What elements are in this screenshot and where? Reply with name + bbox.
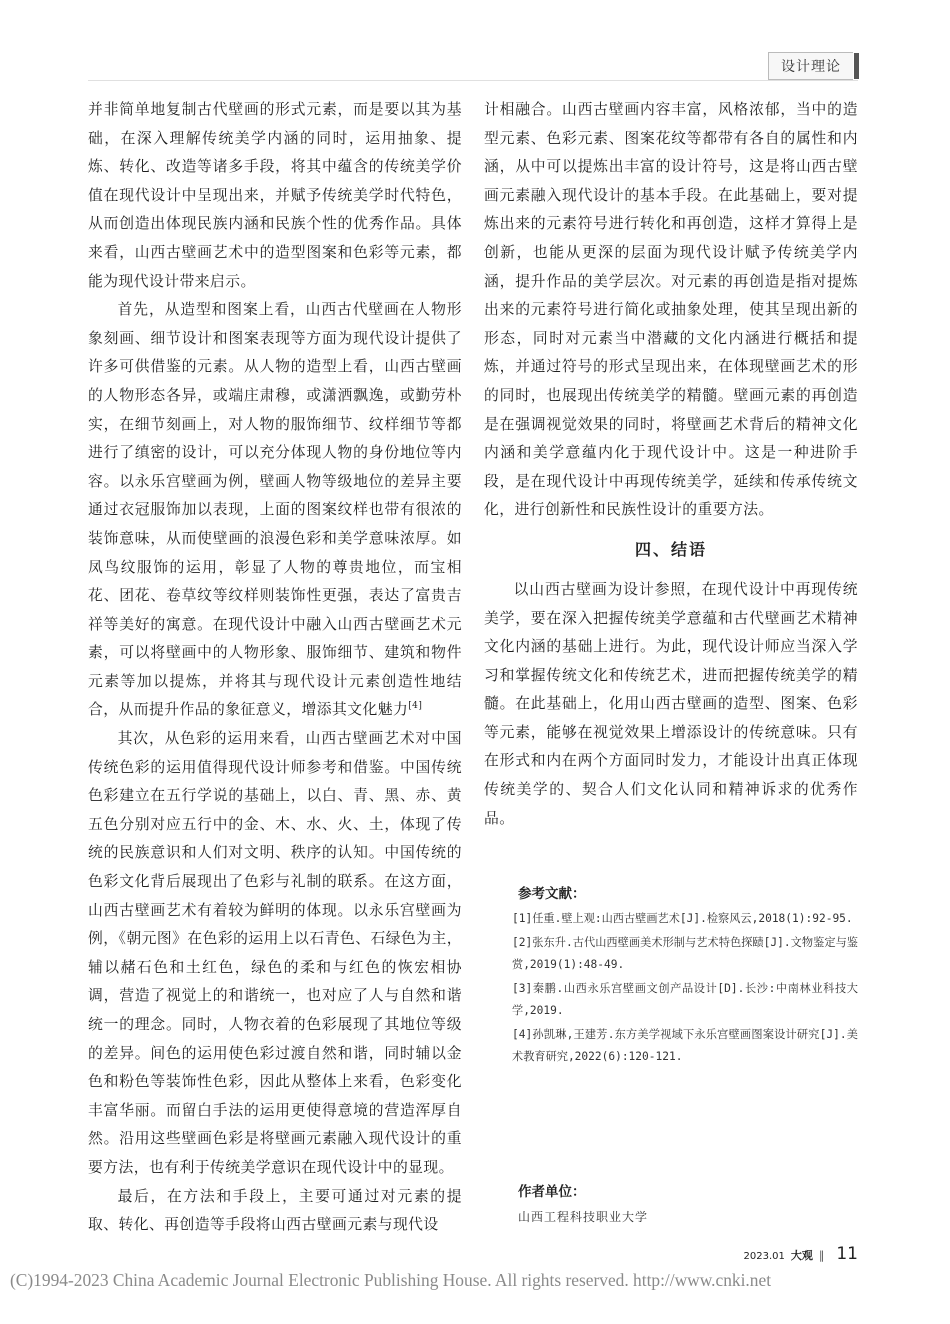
left-paragraph-2 [88,296,462,725]
citation-ref: [4] [408,701,423,712]
reference-item: [4]孙凯琳,王建芳.东方美学视域下永乐宫壁画图案设计研究[J].美术教育研究,2022(6):120-121. [512,1028,858,1063]
section-heading: 四、结语 [634,539,707,559]
reference-item: [3]秦鹏.山西永乐宫壁画文创产品设计[D].长沙:中南林业科技大学,2019. [512,982,858,1017]
issue-label: 2023.01 [743,1251,785,1262]
right-paragraph-1: 计相融合。山西古壁画内容丰富，风格浓郁，当中的造型元素、色彩元素、图案花纹等都带有各自的属性和内涵，从中可以提炼出丰富的设计符号，这是将山西古壁画元素融入现代设计的基本手段。在此基础上，要对提炼出来的元素符号进行转化和再创造，这样才算得上是创新，也能从更深的层面为现代设计赋予传统美学内涵，提升作品的美学层次。对元素的再创造是指对提炼出来的元素符号进行简化或抽象处理，使其呈现出新的形态，同时对元素当中潜藏的文化内涵进行概括和提炼，并通过符号的形式呈现出来，在体现壁画艺术的形的同时，也展现出传统美学的精髓。壁画元素的再创造是在强调视觉效果的同时，将壁画艺术背后的精神文化内涵和美学意蕴内化于现代设计中。这是一种进阶手段，是在现代设计中再现传统美学，延续和传承传统文化，进行创新性和民族性设计的重要方法。 [484,101,858,519]
section-tab-bar [854,53,859,79]
magazine-name: 大观 [790,1249,813,1262]
left-paragraph-3: 其次，从色彩的运用来看，山西古壁画艺术对中国传统色彩的运用值得现代设计师参考和借鉴。中国传统色彩建立在五行学说的基础上，以白、青、黑、赤、黄五色分别对应五行中的金、木、水、火、土，体现了传统的民族意识和人们对文明、秩序的认知。中国传统的色彩文化背后展现出了色彩与礼制的联系。在这方面，山西古壁画艺术有着较为鲜明的体现。以永乐宫壁画为例，《朝元图》在色彩的运用上以石青色、石绿色为主，辅以赭石色和土红色，绿色的柔和与红色的恢宏相协调，营造了视觉上的和谐统一，也对应了人与自然和谐统一的理念。同时，人物衣着的色彩展现了其地位等级的差异。间色的运用使色彩过渡自然和谐，同时辅以金色和粉色等装饰性色彩，因此从整体上来看，色彩变化丰富华丽。而留白手法的运用更使得意境的营造浑厚自然。沿用这些壁画色彩是将壁画元素融入现代设计的重要方法，也有利于传统美学意识在现代设计中的显现。 [88,730,462,1176]
author-title: 作者单位： [518,1184,586,1200]
author-affiliation [484,1180,858,1225]
reference-item: [1]任重.壁上观:山西古壁画艺术[J].检察风云,2018(1):92-95. [512,912,853,925]
author-unit: 山西工程科技职业大学 [518,1210,649,1224]
section-label: 设计理论 [781,59,841,75]
left-column [88,96,462,1240]
reference-item: [2]张东升.古代山西壁画美术形制与艺术特色探赜[J].文物鉴定与鉴赏,2019(1):48-49. [512,936,858,971]
copyright-line: (C)1994-2023 China Academic Journal Electronic Publishing House. All rights reserved. http://www.cnki.net [10,1270,772,1290]
right-column [484,96,858,833]
page-number: 11 [836,1244,858,1264]
left-paragraph-1: 并非简单地复制古代壁画的形式元素，而是要以其为基础，在深入理解传统美学内涵的同时，运用抽象、提炼、转化、改造等诸多手段，将其中蕴含的传统美学价值在现代设计中呈现出来，并赋予传统美学时代特色，从而创造出体现民族内涵和民族个性的优秀作品。具体来看，山西古壁画艺术中的造型图案和色彩等元素，都能为现代设计带来启示。 [88,101,462,290]
references [484,882,858,1070]
page-footer [744,1244,859,1264]
header-rule [88,80,858,81]
references-title: 参考文献： [518,886,586,902]
footer-separator: ‖ [818,1249,825,1262]
left-paragraph-2-text: 首先，从造型和图案上看，山西古代壁画在人物形象刻画、细节设计和图案表现等方面为现代设计提供了许多可供借鉴的元素。从人物的造型上看，山西古壁画的人物形态各异，或端庄肃穆，或潇洒飘逸，或勤劳朴实，在细节刻画上，对人物的服饰细节、纹样细节等都进行了缜密的设计，可以充分体现人物的身份地位等内容。以永乐宫壁画为例，壁画人物等级地位的差异主要通过衣冠服饰加以表现，上面的图案纹样也带有很浓的装饰意味，从而使壁画的浪漫色彩和美学意味浓厚。如凤鸟纹服饰的运用，彰显了人物的尊贵地位，而宝相花、团花、卷草纹等纹样则装饰性更强，表达了富贵吉祥等美好的寓意。在现代设计中融入山西古壁画艺术元素，可以将壁画中的人物形象、服饰细节、建筑和物件元素等加以提炼，并将其与现代设计元素创造性地结合，从而提升作品的象征意义，增添其文化魅力 [88,301,462,719]
section-tab [768,52,853,80]
left-paragraph-4: 最后，在方法和手段上，主要可通过对元素的提取、转化、再创造等手段将山西古壁画元素与现代设 [88,1187,462,1234]
right-paragraph-2: 以山西古壁画为设计参照，在现代设计中再现传统美学，要在深入把握传统美学意蕴和古代壁画艺术精神文化内涵的基础上进行。为此，现代设计师应当深入学习和掌握传统文化和传统艺术，进而把握传统美学的精髓。在此基础上，化用山西古壁画的造型、图案、色彩等元素，能够在视觉效果上增添设计的传统意味。只有在形式和内在两个方面同时发力，才能设计出真正体现传统美学的、契合人们文化认同和精神诉求的优秀作品。 [484,580,858,827]
